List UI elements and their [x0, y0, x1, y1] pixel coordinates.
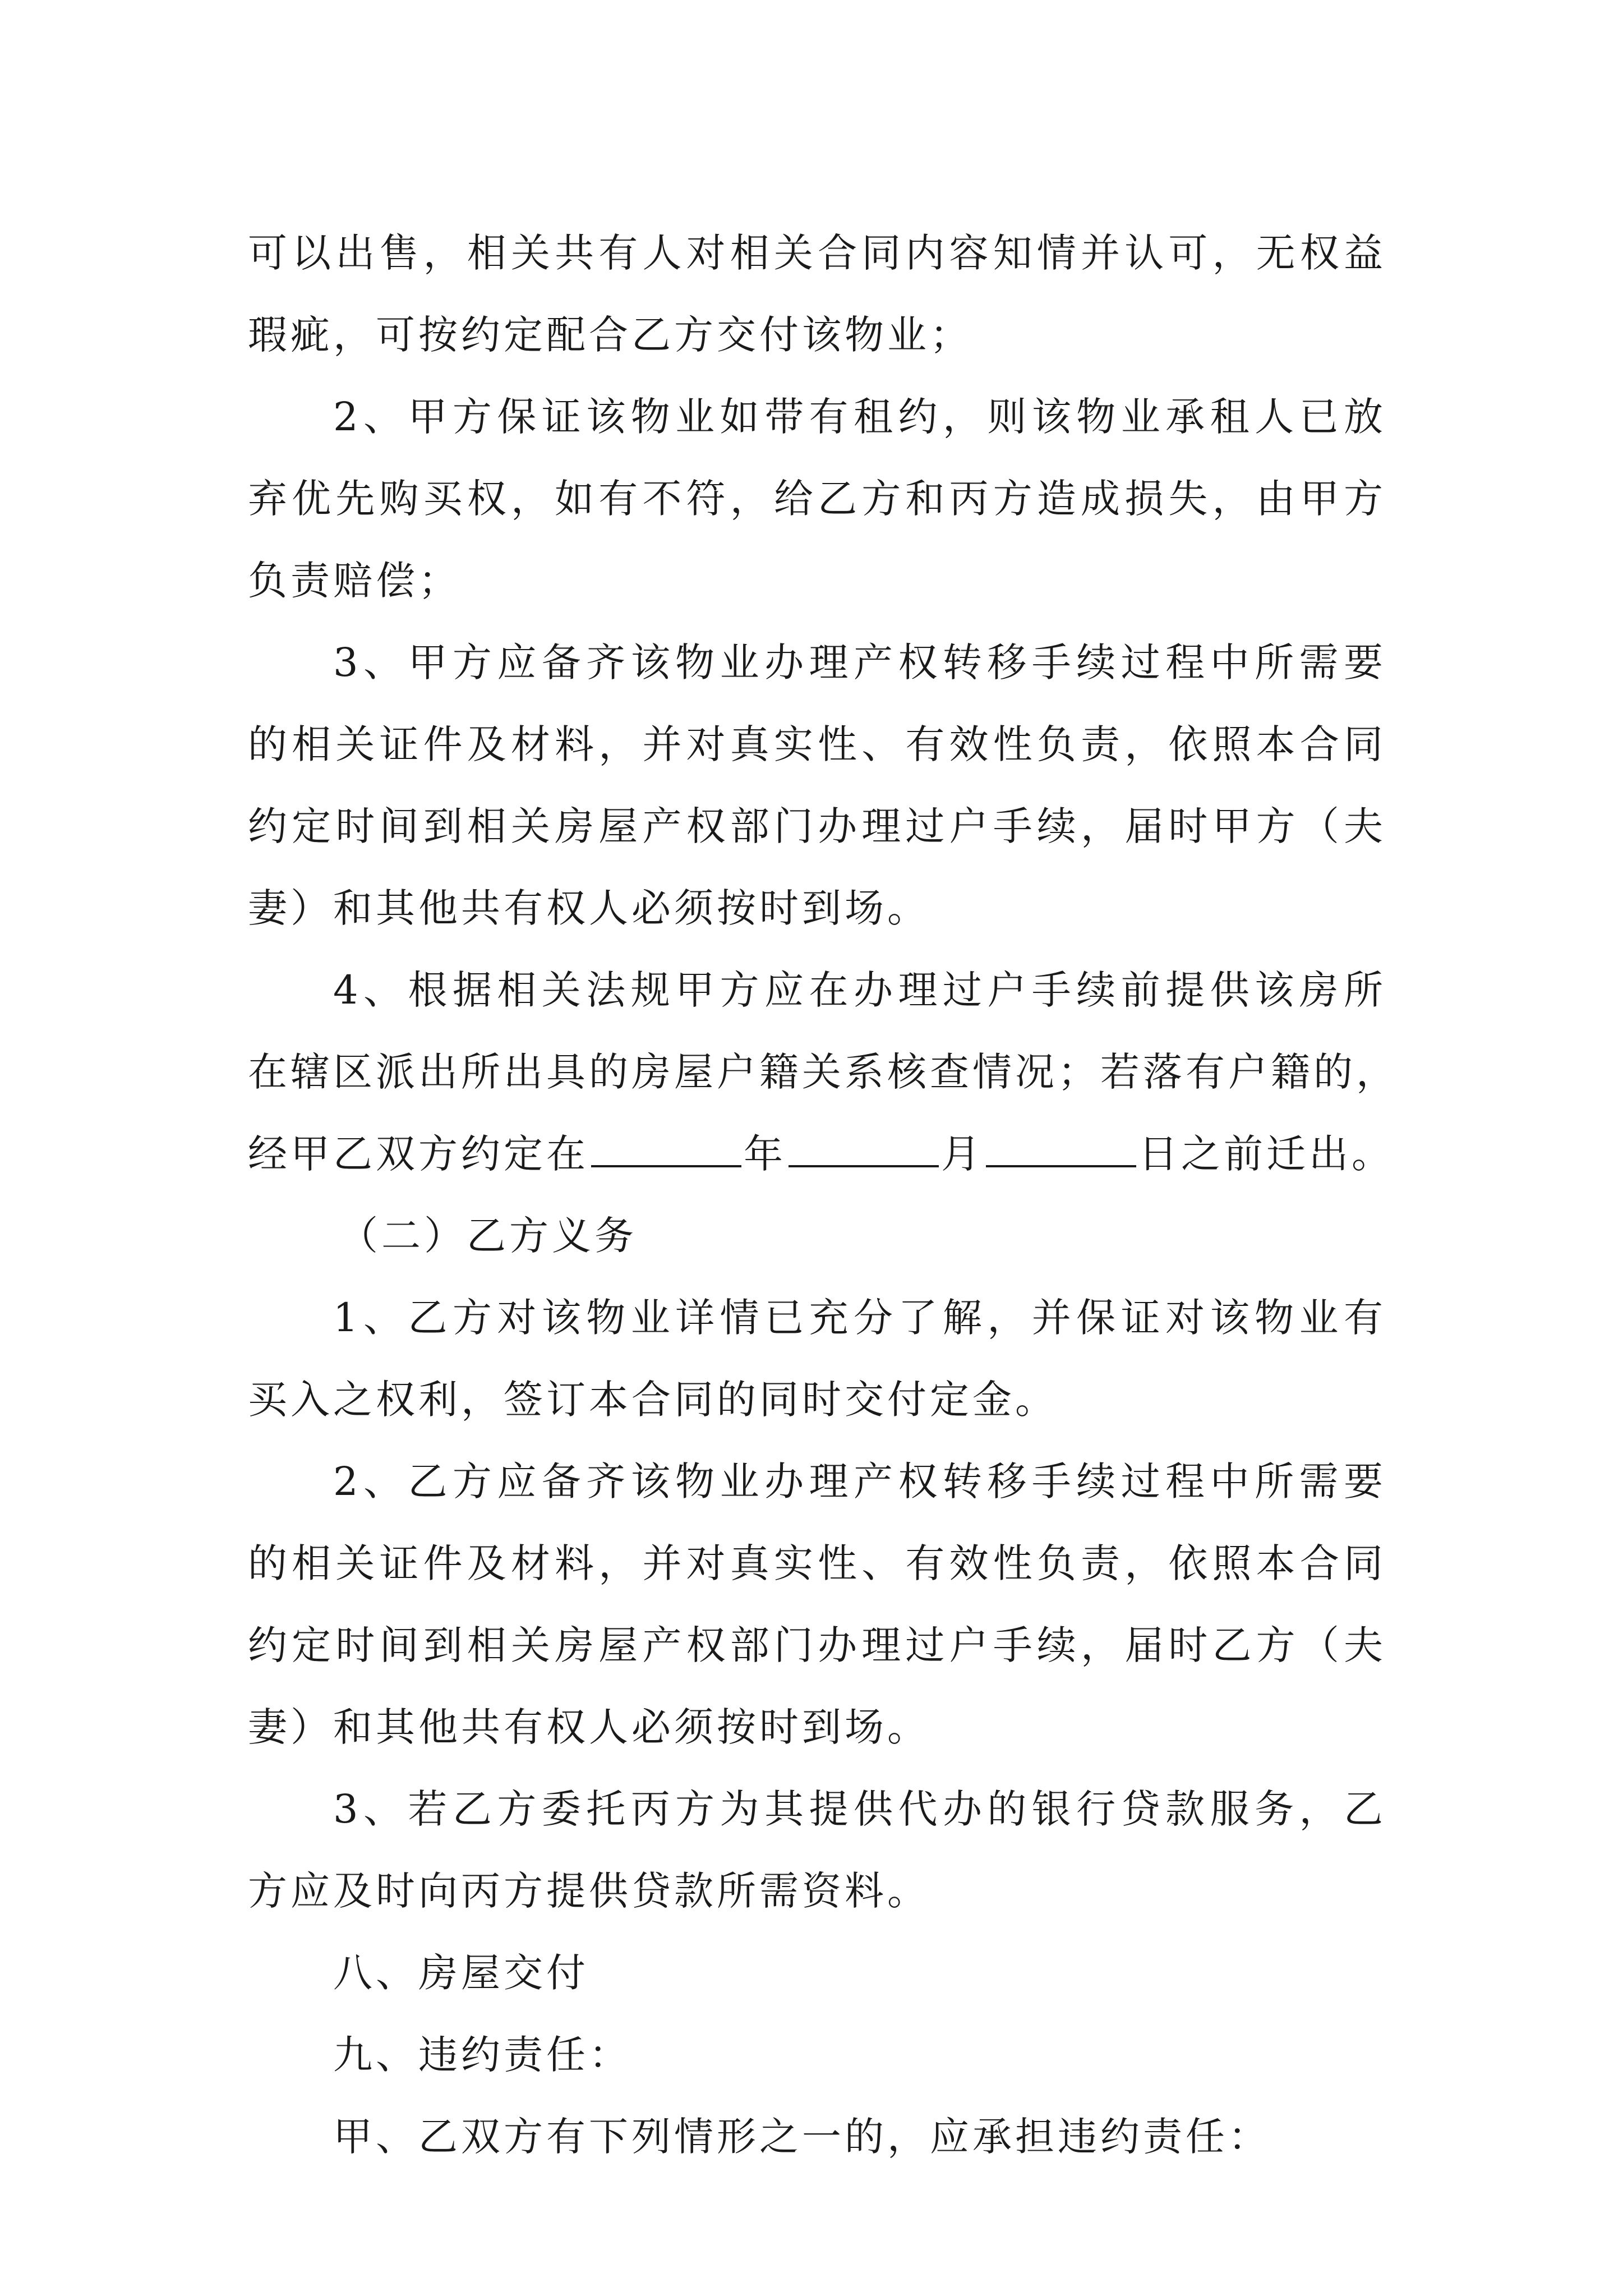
section-heading: （二）乙方义务: [339, 1213, 637, 1259]
paragraph-line: 买入之权利，签订本合同的同时交付定金。: [248, 1377, 1058, 1423]
year-blank: [591, 1120, 741, 1167]
document-body: [248, 212, 1399, 2178]
day-blank: [986, 1120, 1136, 1167]
paragraph-line: 的相关证件及材料，并对真实性、有效性负责，依照本合同: [248, 1540, 1386, 1586]
line-prefix: 经甲乙双方约定在: [248, 1131, 589, 1177]
paragraph-line: 负责赔偿；: [248, 558, 461, 604]
paragraph-line: 2、乙方应备齐该物业办理产权转移手续过程中所需要: [333, 1458, 1386, 1504]
paragraph-line: 甲、乙双方有下列情形之一的，应承担违约责任：: [333, 2114, 1271, 2160]
paragraph-line-with-blanks: [248, 1113, 1394, 1195]
paragraph-line: 妻）和其他共有权人必须按时到场。: [248, 885, 930, 931]
paragraph-line: 妻）和其他共有权人必须按时到场。: [248, 1704, 930, 1750]
year-label: 年: [744, 1131, 786, 1177]
paragraph-line: 3、甲方应备齐该物业办理产权转移手续过程中所需要: [333, 639, 1386, 685]
paragraph-line: 约定时间到相关房屋产权部门办理过户手续，届时乙方（夫: [248, 1622, 1386, 1668]
month-blank: [789, 1120, 939, 1167]
paragraph-line: 4、根据相关法规甲方应在办理过户手续前提供该房所: [333, 967, 1386, 1013]
month-label: 月: [941, 1131, 984, 1177]
paragraph-line: 2、甲方保证该物业如带有租约，则该物业承租人已放: [333, 394, 1386, 440]
paragraph-line: 瑕疵，可按约定配合乙方交付该物业；: [248, 312, 972, 358]
section-heading: 八、房屋交付: [333, 1950, 589, 1996]
paragraph-line: 的相关证件及材料，并对真实性、有效性负责，依照本合同: [248, 721, 1386, 767]
paragraph-line: 3、若乙方委托丙方为其提供代办的银行贷款服务，乙: [333, 1786, 1386, 1832]
paragraph-line: 可以出售，相关共有人对相关合同内容知情并认可，无权益: [248, 230, 1386, 276]
paragraph-line: 方应及时向丙方提供贷款所需资料。: [248, 1868, 930, 1914]
section-heading: 九、违约责任：: [333, 2032, 631, 2078]
line-suffix: 日之前迁出。: [1138, 1131, 1394, 1177]
paragraph-line: 在辖区派出所出具的房屋户籍关系核查情况；若落有户籍的，: [248, 1049, 1399, 1095]
paragraph-line: 弃优先购买权，如有不符，给乙方和丙方造成损失，由甲方: [248, 476, 1386, 522]
paragraph-line: 约定时间到相关房屋产权部门办理过户手续，届时甲方（夫: [248, 803, 1386, 849]
paragraph-line: 1、乙方对该物业详情已充分了解，并保证对该物业有: [333, 1295, 1386, 1341]
